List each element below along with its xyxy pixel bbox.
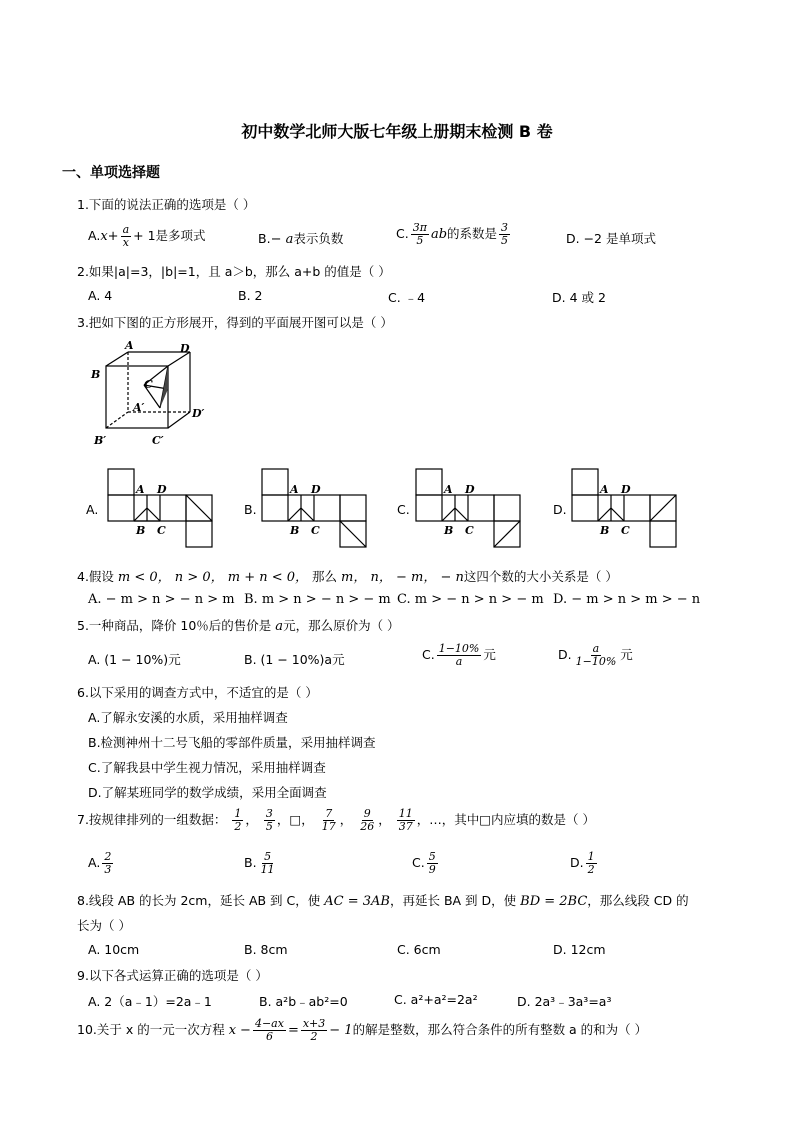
q8-option-c: C. 6cm: [397, 942, 441, 957]
q5-option-c: C. $\frac{1-10\%}{a}$ 元: [422, 642, 496, 668]
q4-stem: 4.假设 m < 0， n > 0， m + n < 0， 那么 m， n， − m， − n这四个数的大小关系是（ ）: [77, 569, 618, 585]
q9-option-b: B. a²b﹣ab²=0: [259, 994, 348, 1009]
q3-option-d: D.: [553, 502, 567, 517]
q2-option-a: A. 4: [88, 288, 113, 303]
svg-text:A: A: [290, 483, 299, 496]
q8-stem-line1: 8.线段 AB 的长为 2cm，延长 AB 到 C，使 AC = 3AB，再延长 BA 到 D，使 BD = 2BC，那么线段 CD 的: [77, 893, 689, 909]
q9-option-a: A. 2（a﹣1）=2a﹣1: [88, 994, 212, 1009]
cube-label-a: A: [125, 339, 134, 352]
cube-label-a-prime: A′: [133, 401, 145, 414]
q5-option-d: D. $\frac{a}{1-10\%}$ 元: [558, 642, 633, 668]
cube-label-b: B: [91, 368, 101, 381]
svg-text:C: C: [465, 524, 474, 537]
cube-label-c: C: [144, 378, 153, 391]
svg-text:D: D: [157, 483, 167, 496]
q9-option-d: D. 2a³﹣3a³=a³: [517, 994, 612, 1009]
q3-option-c: C.: [397, 502, 410, 517]
q4-option-c: C. m > − n > n > − m: [397, 592, 544, 607]
svg-text:B: B: [600, 524, 610, 537]
svg-text:B: B: [136, 524, 146, 537]
cube-diagram: [88, 338, 218, 448]
svg-text:D: D: [621, 483, 631, 496]
q3-option-b: B.: [244, 502, 257, 517]
cube-label-d-prime: D′: [192, 407, 205, 420]
cube-label-b-prime: B′: [94, 434, 107, 447]
page-title: 初中数学北师大版七年级上册期末检测 B 卷: [241, 122, 553, 141]
svg-text:D: D: [311, 483, 321, 496]
q2-option-c: C. ﹣4: [388, 290, 426, 305]
q9-stem: 9.以下各式运算正确的选项是（ ）: [77, 968, 268, 983]
q6-stem: 6.以下采用的调查方式中，不适宜的是（ ）: [77, 685, 318, 700]
q1-option-a: A.x+ $\frac{a}{x}$ + 1是多项式: [88, 223, 206, 249]
q7-option-d: D. $\frac{1}{2}$: [570, 850, 595, 876]
q5-option-a: A. (1 − 10%)元: [88, 652, 181, 667]
q6-option-b: B.检测神州十二号飞船的零部件质量，采用抽样调查: [88, 735, 376, 750]
q6-option-c: C.了解我县中学生视力情况，采用抽样调查: [88, 760, 326, 775]
q2-option-b: B. 2: [238, 288, 263, 303]
q7-stem: 7.按规律排列的一组数据： $\frac{1}{2}$ ， $\frac{3}{5}$ ，□， $\frac{7}{17}$ ， $\frac{9}{26}$ ， $\frac{11}{37}$ ，…，其中□内应填的数是（ ）: [77, 807, 596, 833]
q8-option-b: B. 8cm: [244, 942, 288, 957]
q8-option-d: D. 12cm: [553, 942, 606, 957]
q4-option-d: D. − m > n > m > − n: [553, 592, 701, 607]
svg-text:C: C: [621, 524, 630, 537]
net-diagram-d: [570, 468, 682, 550]
net-diagram-a: [106, 468, 218, 550]
svg-text:B: B: [290, 524, 300, 537]
q7-option-b: B. $\frac{5}{11}$: [244, 850, 275, 876]
q10-stem: 10.关于 x 的一元一次方程 x − $\frac{4-ax}{6}$ = $\frac{x+3}{2}$ − 1的解是整数，那么符合条件的所有整数 a 的和为（ ）: [77, 1017, 648, 1043]
q1-stem: 1.下面的说法正确的选项是（ ）: [77, 197, 256, 212]
q2-option-d: D. 4 或 2: [552, 290, 606, 305]
q4-option-b: B. m > n > − n > − m: [244, 592, 391, 607]
q8-option-a: A. 10cm: [88, 942, 140, 957]
q1-option-b: B.− a表示负数: [258, 231, 344, 247]
net-diagram-c: [414, 468, 526, 550]
q8-stem-line2: 长为（ ）: [77, 918, 131, 933]
q7-option-a: A. $\frac{2}{3}$: [88, 850, 112, 876]
q4-option-a: A. − m > n > − n > m: [88, 592, 235, 607]
q9-option-c: C. a²+a²=2a²: [394, 992, 478, 1007]
q7-option-c: C. $\frac{5}{9}$: [412, 850, 436, 876]
svg-text:A: A: [136, 483, 145, 496]
cube-label-d: D: [180, 342, 190, 355]
net-diagram-b: [260, 468, 372, 550]
q6-option-a: A.了解永安溪的水质，采用抽样调查: [88, 710, 288, 725]
q1-option-c: C. $\frac{3\pi}{5}$ ab的系数是 $\frac{3}{5}$: [396, 221, 509, 247]
q2-stem: 2.如果|a|=3，|b|=1，且 a＞b，那么 a+b 的值是（ ）: [77, 264, 391, 279]
svg-text:D: D: [465, 483, 475, 496]
cube-label-c-prime: C′: [152, 434, 164, 447]
svg-text:A: A: [444, 483, 453, 496]
section-heading: 一、单项选择题: [62, 165, 160, 181]
q5-stem: 5.一种商品，降价 10％后的售价是 a元，那么原价为（ ）: [77, 618, 400, 634]
q3-stem: 3.把如下图的正方形展开，得到的平面展开图可以是（ ）: [77, 315, 393, 330]
q6-option-d: D.了解某班同学的数学成绩，采用全面调查: [88, 785, 327, 800]
q5-option-b: B. (1 − 10%)a元: [244, 652, 345, 667]
q1-option-d: D. −2 是单项式: [566, 231, 656, 246]
svg-text:B: B: [444, 524, 454, 537]
q3-option-a: A.: [86, 502, 99, 517]
svg-text:C: C: [157, 524, 166, 537]
svg-text:C: C: [311, 524, 320, 537]
svg-text:A: A: [600, 483, 609, 496]
